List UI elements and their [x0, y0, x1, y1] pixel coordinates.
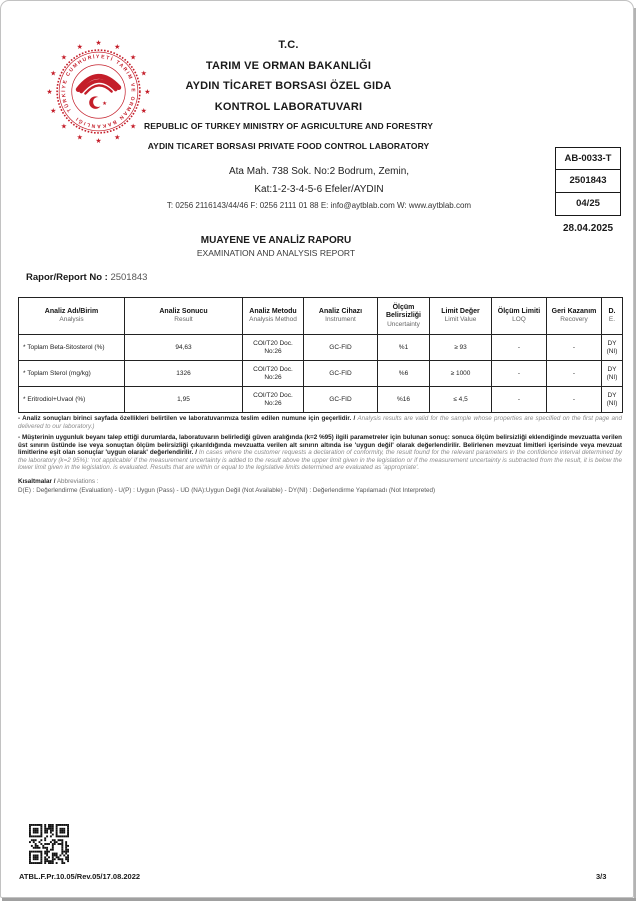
table-cell: COI/T20 Doc. No:26 [243, 335, 304, 361]
note-validity [18, 415, 622, 430]
table-cell: * Toplam Sterol (mg/kg) [19, 361, 125, 387]
column-header-7: Geri Kazanım Recovery [547, 298, 602, 335]
note-validity-tr: - Analiz sonuçları birinci sayfada özellikleri belirtilen ve laboratuvarımıza teslim edilen numune için geçerlidir. / [18, 415, 356, 422]
table-cell: %6 [378, 361, 430, 387]
letterhead [1, 35, 576, 156]
svg-text:★: ★ [114, 43, 121, 51]
ref-box-0: AB-0033-T [555, 147, 621, 170]
column-header-5: Limit Değer Limit Value [430, 298, 492, 335]
table-row [19, 387, 623, 413]
lab-address-block [1, 163, 636, 214]
abbreviations-text: D(E) : Değerlendirme (Evaluation) - U(P) : Uygun (Pass) - UD (NA):Uygun Değil (Not Available) - DY(NI) : Değerlendirme Yapılamadı (Not Interpreted) [18, 487, 436, 494]
abbreviations-label [18, 478, 622, 486]
page-number: 3/3 [596, 872, 607, 881]
note-conformity-tr: - Müşterinin uygunluk beyanı talep ettiği durumlarda, laboratuvarın belirlediği güven aralığında (k=2 %95) ilgili parametreler için bulunan sonuç: sonuca ölçüm belirsizliği eklendiğinde mevzuatta verilen üst sınırın üstünde ise veya sonuçtan ölçüm belirsizliği çıkarıldığında mevzuatta verilen alt sınırın altında ise 'uygun değil' olarak değerlendirilir. Belirlenen mevzuat limitleri içerisinde veya mevzuat limitlerine eşit olan sonuçlar 'uygun olarak' değerlendirilir. / [18, 434, 622, 456]
table-cell: COI/T20 Doc. No:26 [243, 387, 304, 413]
svg-text:★: ★ [140, 107, 147, 115]
table-cell: %16 [378, 387, 430, 413]
svg-text:★: ★ [129, 54, 137, 62]
column-header-3: Analiz Cihazı Instrument [304, 298, 378, 335]
svg-text:★: ★ [114, 134, 121, 142]
svg-text:★: ★ [76, 43, 83, 51]
column-header-4: Ölçüm Belirsizliği Uncertainty [378, 298, 430, 335]
svg-text:★: ★ [60, 123, 68, 131]
letterhead-ministry-en: REPUBLIC OF TURKEY MINISTRY OF AGRICULTURE AND FORESTRY [144, 121, 433, 131]
column-header-8: D. E. [602, 298, 623, 335]
table-cell: - [492, 335, 547, 361]
table-cell: COI/T20 Doc. No:26 [243, 361, 304, 387]
table-cell: DY (NI) [602, 387, 623, 413]
table-cell: - [492, 387, 547, 413]
abbreviations-label-tr: Kısaltmalar / [18, 477, 56, 485]
table-cell: %1 [378, 335, 430, 361]
svg-text:★: ★ [102, 100, 108, 107]
table-row [19, 361, 623, 387]
note-conformity-en: In cases where the customer requests a declaration of conformity, the result found for the relevant parameters in the confidence interval determined by the laboratory (k=2 95%): 'not applicable' if the measurement uncertainty is added to the result above the upper limit given in the legislation or if the measurement uncertainty is subtracted from the result, it is below the lower limit given in the legislation. is evaluated. Results that are within or equal to the legislative limits determined are evaluated as 'appropriate'. [18, 449, 623, 471]
svg-text:TÜRKİYE CUMHURİYETİ TARIM VE O: TÜRKİYE CUMHURİYETİ TARIM VE ORMAN BAKANLIĞI [61, 54, 136, 129]
qr-code [29, 824, 69, 864]
report-title [1, 235, 551, 259]
report-title-tr: MUAYENE VE ANALİZ RAPORU [200, 235, 352, 246]
report-title-en: EXAMINATION AND ANALYSIS REPORT [196, 248, 356, 258]
ref-box-2: 04/25 [555, 193, 621, 216]
table-row [19, 335, 623, 361]
table-cell: DY (NI) [602, 335, 623, 361]
address-line-2: Kat:1-2-3-4-5-6 Efeler/AYDIN [254, 183, 384, 195]
analysis-table [18, 297, 623, 413]
table-cell: GC-FID [304, 335, 378, 361]
document-code: ATBL.F.Pr.10.05/Rev.05/17.08.2022 [19, 872, 141, 881]
abbreviations-label-en: Abbreviations : [56, 477, 99, 485]
ref-box-1: 2501843 [555, 170, 621, 193]
analysis-table-header-row [19, 298, 623, 335]
svg-text:★: ★ [144, 89, 151, 97]
table-cell: ≤ 4,5 [430, 387, 492, 413]
table-cell: - [547, 335, 602, 361]
letterhead-org-tr-1: AYDIN TİCARET BORSASI ÖZEL GIDA [185, 80, 392, 92]
svg-text:★: ★ [95, 138, 102, 145]
report-date: 28.04.2025 [562, 223, 614, 234]
letterhead-org-tr-2: KONTROL LABORATUVARI [214, 100, 363, 113]
ref-boxes [555, 147, 621, 216]
svg-text:★: ★ [76, 134, 83, 142]
table-cell: 1326 [125, 361, 243, 387]
table-cell: - [547, 387, 602, 413]
notes-section [18, 415, 622, 495]
column-header-0: Analiz Adı/Birim Analysis [19, 298, 125, 335]
analysis-table-body [19, 335, 623, 413]
column-header-6: Ölçüm Limiti LOQ [492, 298, 547, 335]
table-cell: * Toplam Beta-Sitosterol (%) [19, 335, 125, 361]
svg-text:★: ★ [95, 40, 102, 48]
svg-text:★: ★ [60, 54, 68, 62]
column-header-2: Analiz Metodu Analysis Method [243, 298, 304, 335]
table-cell: GC-FID [304, 387, 378, 413]
address-line-1: Ata Mah. 738 Sok. No:2 Bodrum, Zemin, [228, 166, 410, 177]
letterhead-tc: T.C. [278, 39, 299, 51]
note-conformity [18, 434, 622, 472]
table-cell: DY (NI) [602, 361, 623, 387]
table-cell: GC-FID [304, 361, 378, 387]
svg-text:★: ★ [46, 89, 53, 97]
report-number-value: 2501843 [110, 272, 148, 283]
contact-line: T: 0256 2116143/44/46 F: 0256 2111 01 88 E: info@aytblab.com W: www.aytblab.com [166, 201, 472, 210]
letterhead-org-en: AYDIN TICARET BORSASI PRIVATE FOOD CONTROL LABORATORY [147, 140, 430, 151]
report-number-label: Rapor/Report No : [26, 272, 108, 283]
table-cell: 1,95 [125, 387, 243, 413]
note-validity-en: Analysis results are valid for the sample whose properties are specified on the first page and delivered to our laboratory.) [18, 415, 622, 430]
report-number [26, 272, 147, 283]
svg-text:★: ★ [50, 107, 57, 115]
svg-text:★: ★ [50, 70, 57, 78]
table-cell: ≥ 1000 [430, 361, 492, 387]
column-header-1: Analiz Sonucu Result [125, 298, 243, 335]
table-cell: - [492, 361, 547, 387]
table-cell: - [547, 361, 602, 387]
table-cell: 94,63 [125, 335, 243, 361]
svg-text:★: ★ [140, 70, 147, 78]
qr-code-image [29, 824, 69, 864]
table-cell: ≥ 93 [430, 335, 492, 361]
svg-text:★: ★ [129, 123, 137, 131]
letterhead-ministry-tr: TARIM VE ORMAN BAKANLIĞI [205, 59, 372, 72]
table-cell: * Eritrodiol+Uvaol (%) [19, 387, 125, 413]
